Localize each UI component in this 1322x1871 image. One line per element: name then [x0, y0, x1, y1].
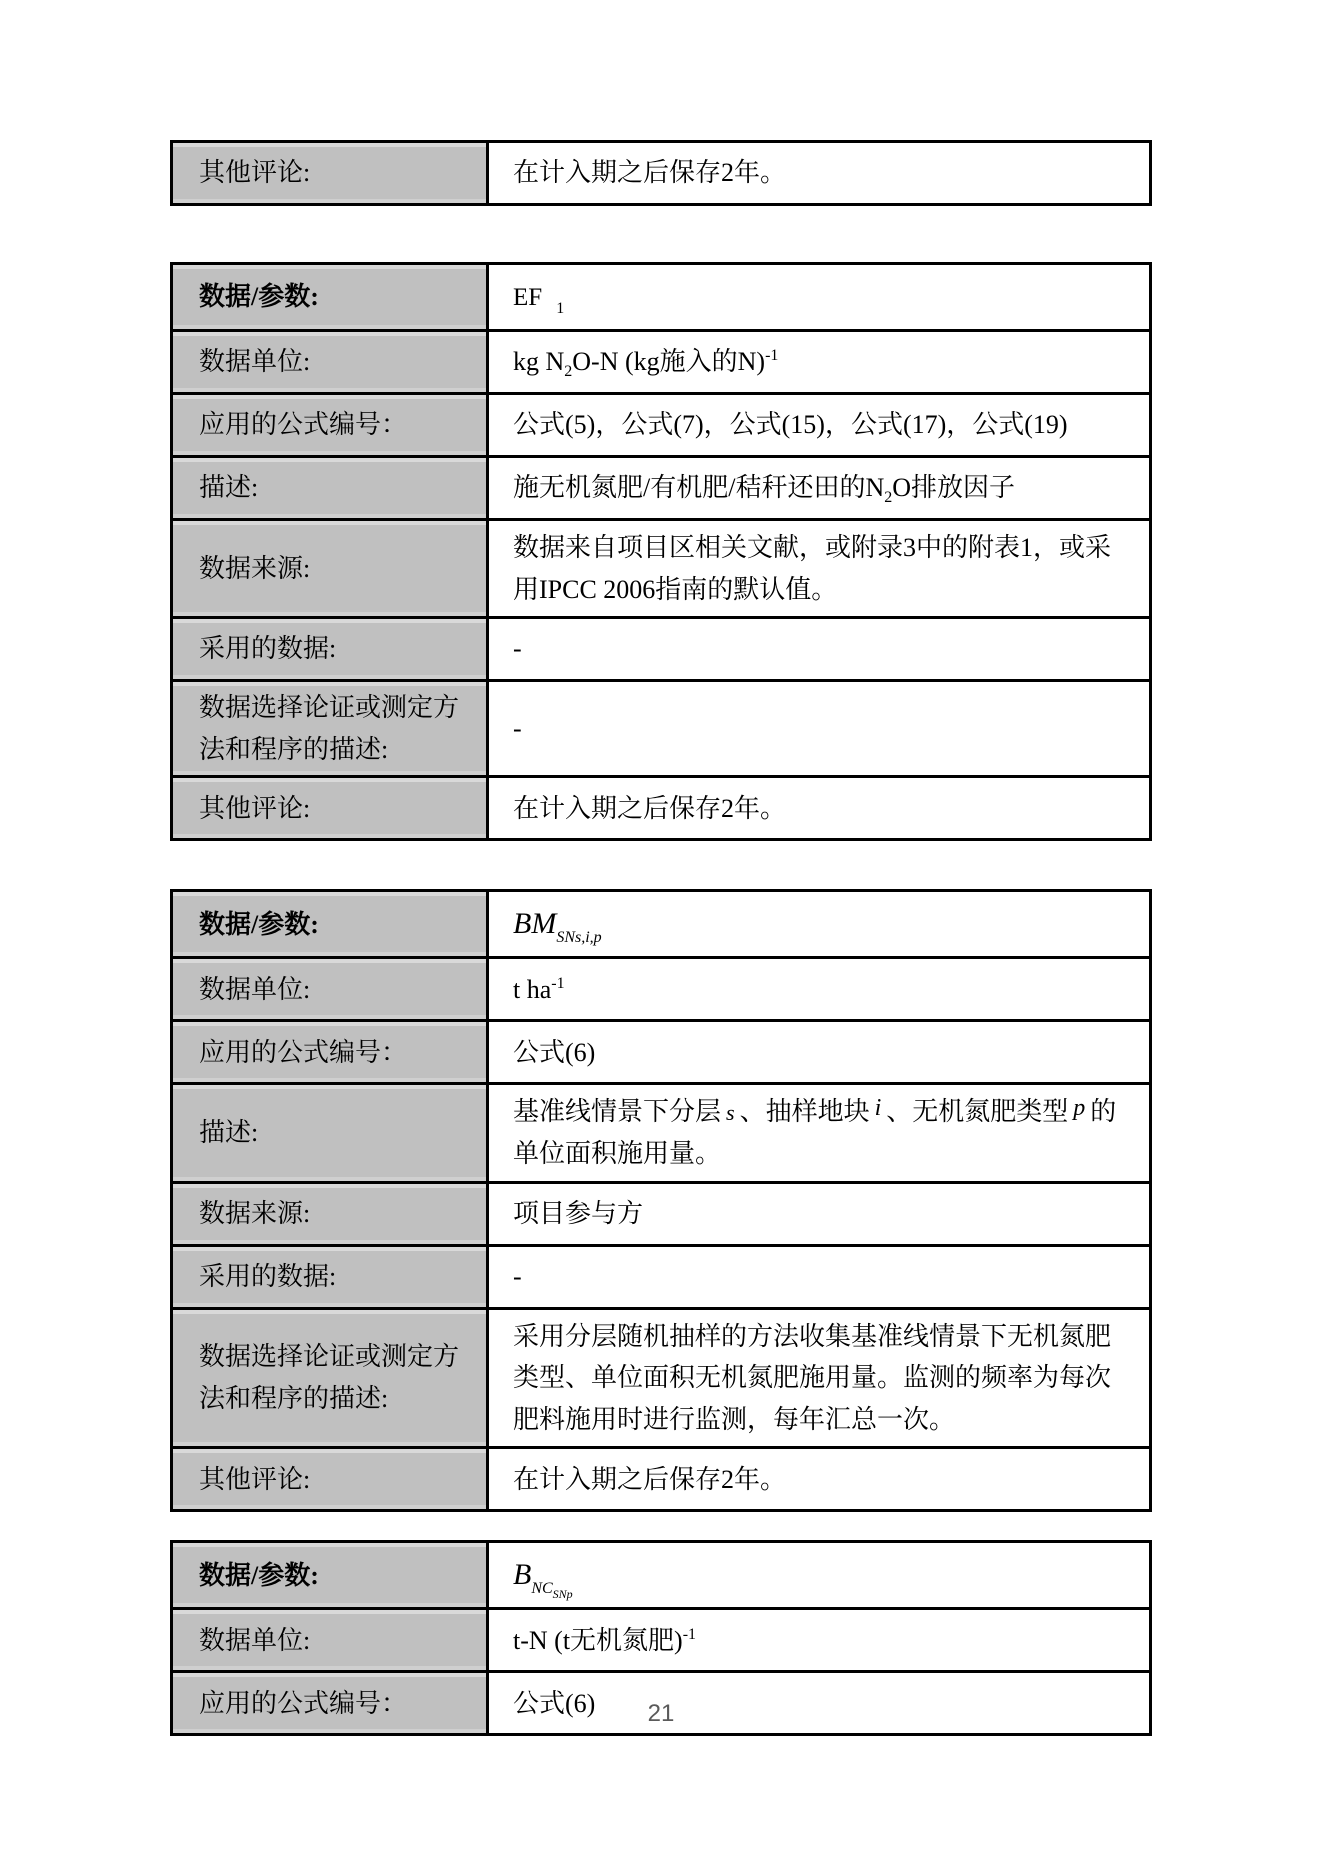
row-value: [489, 1449, 1149, 1509]
value-text: 数据来自项目区相关文献，或附录3中的附表1，或采用IPCC 2006指南的默认值。: [513, 533, 1112, 604]
row-label: 描述:: [173, 1085, 489, 1180]
formula-segment: -1: [765, 347, 779, 365]
table-row: [173, 1181, 1149, 1244]
row-value: [489, 1022, 1149, 1082]
formula-segment: 2: [564, 363, 573, 381]
row-label: 数据选择论证或测定方法和程序的描述:: [173, 682, 489, 775]
row-value: [489, 521, 1149, 616]
formula-segment: BM: [513, 907, 557, 941]
row-label: 描述:: [173, 458, 489, 518]
row-value: [489, 395, 1149, 455]
value-text: -: [513, 1261, 522, 1291]
row-label: 数据/参数:: [173, 265, 489, 329]
formula-segment: s: [726, 1100, 735, 1126]
row-value-text: [513, 1256, 522, 1298]
row-value-text: [513, 1620, 696, 1662]
value-text: 施无机氮肥/有机肥/秸秆还田的N: [513, 473, 885, 503]
value-text: -: [513, 713, 522, 743]
value-text: 采用分层随机抽样的方法收集基准线情景下无机氮肥类型、单位面积无机氮肥施用量。监测的频率为每次肥料施用时进行监测，每年汇总一次。: [513, 1321, 1112, 1434]
value-text: 在计入期之后保存2年。: [513, 793, 787, 823]
formula-segment: -1: [551, 974, 565, 992]
table-row: [173, 1543, 1149, 1607]
formula-segment: B: [513, 1557, 532, 1591]
formula-segment: p: [1073, 1095, 1086, 1122]
tables: [170, 140, 1152, 1736]
row-label: 数据选择论证或测定方法和程序的描述:: [173, 1310, 489, 1447]
row-label: 数据/参数:: [173, 892, 489, 956]
row-value-text: [513, 1193, 643, 1235]
formula-segment: i: [874, 1095, 882, 1122]
formula-segment: 1: [556, 300, 565, 317]
row-value: [489, 265, 1149, 329]
table-row: [173, 392, 1149, 455]
value-text: kg N: [513, 347, 565, 377]
value-text: 公式(5)，公式(7)，公式(15)，公式(17)，公式(19): [513, 410, 1068, 440]
row-value-text: [513, 1091, 1133, 1174]
value-text: -: [513, 634, 522, 664]
row-value-text: [513, 1459, 786, 1501]
row-value: [489, 1310, 1149, 1447]
table-row: [173, 265, 1149, 329]
table-row: [173, 1307, 1149, 1447]
row-label: 数据来源:: [173, 1184, 489, 1244]
table-row: [173, 518, 1149, 616]
row-value-text: [513, 152, 786, 194]
row-value-text: [513, 1316, 1133, 1441]
value-text: 项目参与方: [513, 1198, 644, 1228]
formula-segment: SNp: [552, 1586, 573, 1601]
table-row: [173, 775, 1149, 838]
value-text: 基准线情景下分层: [513, 1097, 722, 1127]
row-value: [489, 682, 1149, 775]
table-row: [173, 892, 1149, 956]
row-label: 数据来源:: [173, 521, 489, 616]
row-label: 数据单位:: [173, 332, 489, 392]
table-row: [173, 455, 1149, 518]
row-value-text: [513, 276, 564, 318]
row-value: [489, 332, 1149, 392]
table-row: [173, 616, 1149, 679]
row-value-text: [513, 1551, 573, 1600]
row-value: [489, 1247, 1149, 1307]
row-value-text: [513, 467, 1015, 509]
row-value: [489, 778, 1149, 838]
row-value-text: [513, 404, 1068, 446]
row-label: 数据单位:: [173, 1610, 489, 1670]
table-row: [173, 329, 1149, 392]
value-text: t ha: [513, 974, 552, 1004]
row-label: 其他评论:: [173, 778, 489, 838]
row-value-text: [513, 527, 1133, 610]
row-value: [489, 892, 1149, 956]
table-row: [173, 1244, 1149, 1307]
row-label: 数据/参数:: [173, 1543, 489, 1607]
formula-segment: SNs,i,p: [556, 929, 602, 947]
row-value-text: [513, 341, 778, 383]
value-text: O-N (kg施入的N): [572, 347, 766, 377]
table-row: [173, 679, 1149, 775]
row-label: 应用的公式编号：: [173, 395, 489, 455]
row-label: 数据单位:: [173, 959, 489, 1019]
value-text: 的单位面积施用量。: [513, 1097, 1117, 1168]
row-label: 其他评论:: [173, 143, 489, 203]
table-row: [173, 1446, 1149, 1509]
row-value: [489, 1184, 1149, 1244]
parameter-table: [170, 889, 1152, 1512]
parameter-table: [170, 140, 1152, 206]
table-row: [173, 1607, 1149, 1670]
row-value-text: [513, 900, 602, 948]
row-value: [489, 458, 1149, 518]
parameter-table: [170, 262, 1152, 841]
table-row: [173, 1019, 1149, 1082]
row-value-text: [513, 1032, 595, 1074]
value-text: 公式(6): [513, 1688, 596, 1718]
row-label: 采用的数据:: [173, 619, 489, 679]
row-value: [489, 619, 1149, 679]
value-text: t-N (t无机氮肥): [513, 1625, 683, 1655]
row-label: 应用的公式编号：: [173, 1022, 489, 1082]
table-row: [173, 956, 1149, 1019]
row-value: [489, 1543, 1149, 1607]
page-number: 21: [647, 1700, 675, 1727]
table-row: [173, 1082, 1149, 1180]
row-label: 采用的数据:: [173, 1247, 489, 1307]
row-value: [489, 959, 1149, 1019]
row-value-text: [513, 969, 565, 1011]
row-value: [489, 143, 1149, 203]
row-value-text: [513, 708, 522, 750]
value-text: 在计入期之后保存2年。: [513, 158, 787, 188]
formula-segment: -1: [682, 1625, 697, 1643]
row-value: [489, 1085, 1149, 1180]
value-text: 公式(6): [513, 1037, 596, 1067]
table-row: [173, 143, 1149, 203]
formula-segment: EF: [513, 284, 543, 311]
row-label: 其他评论:: [173, 1449, 489, 1509]
row-value-text: [513, 628, 522, 670]
row-value: [489, 1610, 1149, 1670]
row-value-text: [513, 788, 786, 830]
value-text: 在计入期之后保存2年。: [513, 1464, 787, 1494]
row-label: 应用的公式编号：: [173, 1673, 489, 1733]
value-text: 、无机氮肥类型: [886, 1097, 1069, 1127]
formula-segment: NC: [531, 1579, 553, 1597]
value-text: 、抽样地块: [739, 1097, 870, 1127]
formula-segment: 2: [884, 489, 893, 507]
value-text: O排放因子: [892, 473, 1016, 503]
